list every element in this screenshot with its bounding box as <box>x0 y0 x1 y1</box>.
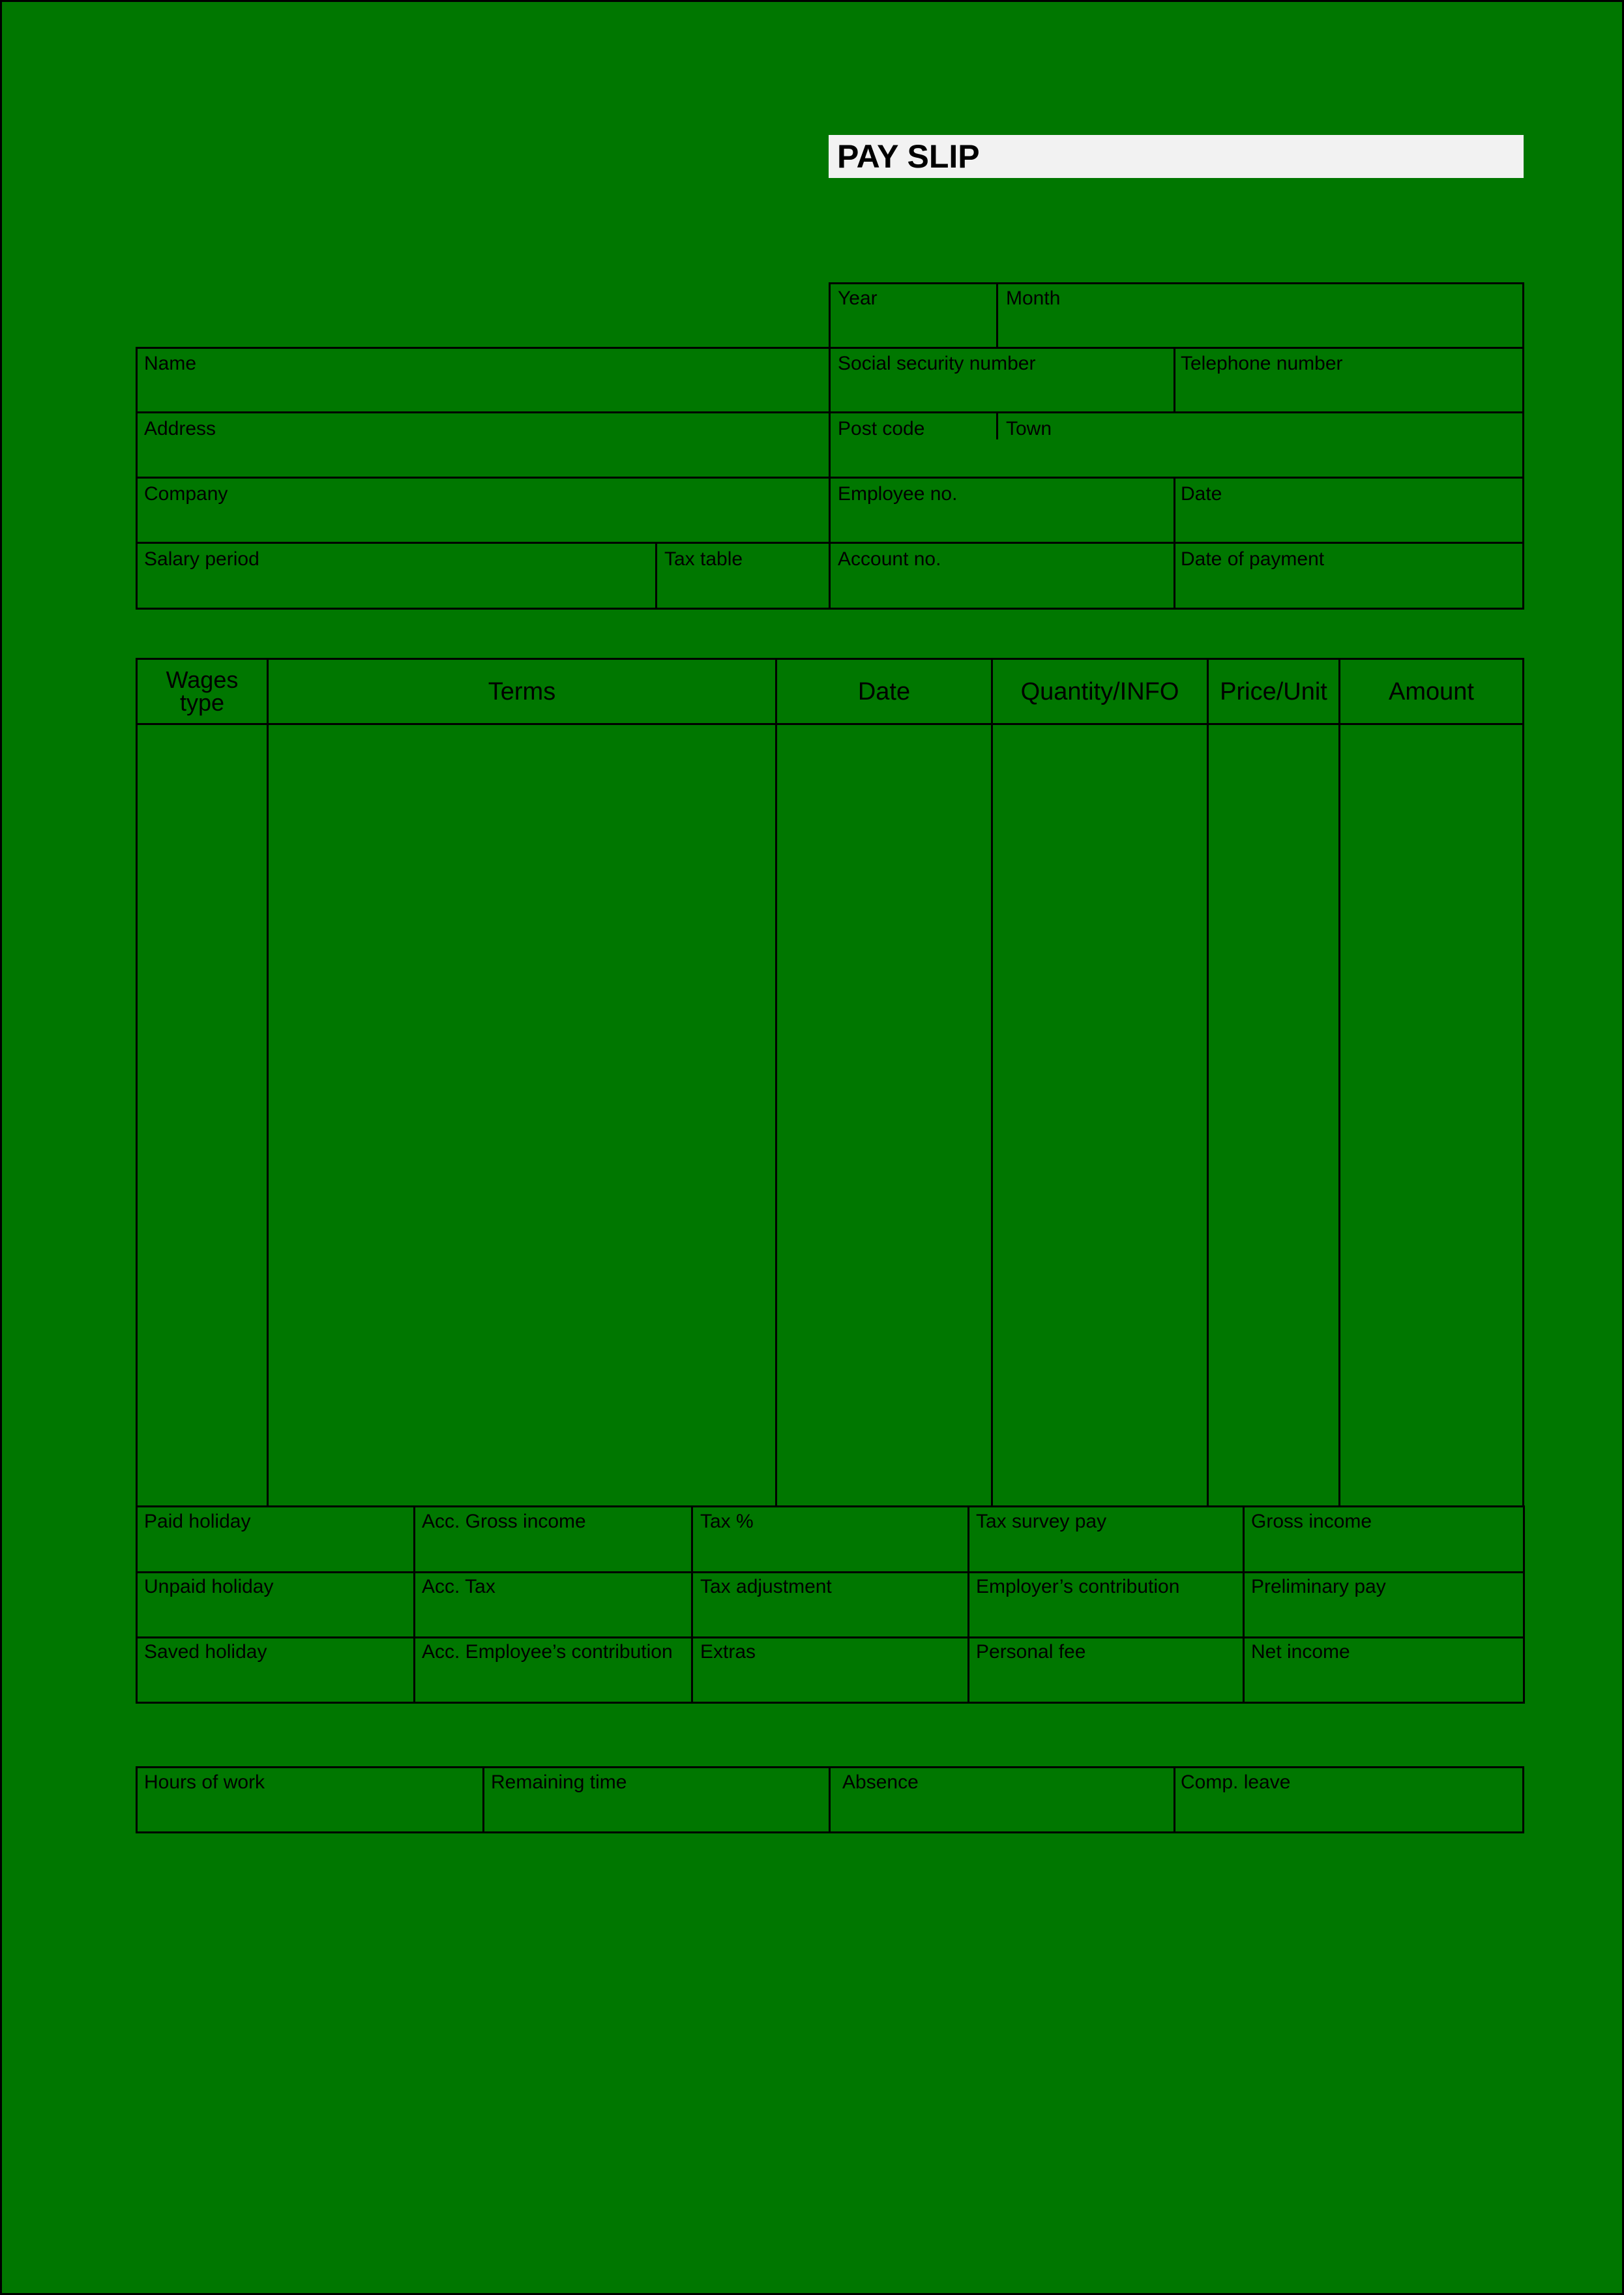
absence-label: Absence <box>842 1771 919 1793</box>
page-title: PAY SLIP <box>837 138 980 175</box>
net-income-label: Net income <box>1251 1641 1350 1663</box>
remaining-time-label: Remaining time <box>491 1771 627 1793</box>
employers-contribution-label: Employer’s contribution <box>976 1576 1180 1597</box>
company-label: Company <box>144 483 228 505</box>
comp-leave-label: Comp. leave <box>1181 1771 1291 1793</box>
hours-of-work-label: Hours of work <box>144 1771 265 1793</box>
acc-employees-contribution-label: Acc. Employee’s contribution <box>422 1641 673 1663</box>
col-header-quantity: Quantity/INFO <box>991 658 1209 725</box>
terms-column[interactable] <box>267 723 777 1507</box>
gross-income-label: Gross income <box>1251 1511 1372 1532</box>
month-label: Month <box>1006 288 1061 309</box>
month-cell[interactable] <box>996 282 1524 349</box>
amount-column[interactable] <box>1338 723 1524 1507</box>
town-label: Town <box>1006 418 1052 439</box>
col-header-wages-type: Wages type <box>136 658 269 725</box>
salary-period-label: Salary period <box>144 548 259 570</box>
preliminary-pay-label: Preliminary pay <box>1251 1576 1386 1597</box>
date-cell[interactable] <box>1174 477 1524 544</box>
quantity-column[interactable] <box>991 723 1209 1507</box>
wages-type-column[interactable] <box>136 723 269 1507</box>
col-header-date: Date <box>775 658 993 725</box>
date-label: Date <box>1181 483 1222 505</box>
tax-percent-label: Tax % <box>700 1511 754 1532</box>
acc-gross-income-label: Acc. Gross income <box>422 1511 586 1532</box>
account-no-label: Account no. <box>838 548 941 570</box>
address-label: Address <box>144 418 216 439</box>
tax-table-label: Tax table <box>664 548 743 570</box>
personal-fee-label: Personal fee <box>976 1641 1086 1663</box>
col-header-price-unit: Price/Unit <box>1207 658 1340 725</box>
price-unit-column[interactable] <box>1207 723 1340 1507</box>
paid-holiday-label: Paid holiday <box>144 1511 251 1532</box>
name-label: Name <box>144 353 197 374</box>
postcode-divider <box>996 413 998 439</box>
tax-adjustment-label: Tax adjustment <box>700 1576 832 1597</box>
company-cell[interactable] <box>136 477 831 544</box>
name-cell[interactable] <box>136 347 831 413</box>
acc-tax-label: Acc. Tax <box>422 1576 495 1597</box>
date-of-payment-label: Date of payment <box>1181 548 1325 570</box>
saved-holiday-label: Saved holiday <box>144 1641 267 1663</box>
col-header-amount: Amount <box>1338 658 1524 725</box>
employee-no-label: Employee no. <box>838 483 958 505</box>
telephone-label: Telephone number <box>1181 353 1343 374</box>
ssn-label: Social security number <box>838 353 1036 374</box>
address-cell[interactable] <box>136 411 831 479</box>
postcode-town-cell[interactable] <box>829 411 1524 479</box>
tax-survey-pay-label: Tax survey pay <box>976 1511 1107 1532</box>
extras-label: Extras <box>700 1641 756 1663</box>
post-code-label: Post code <box>838 418 925 439</box>
year-label: Year <box>838 288 878 309</box>
date-column[interactable] <box>775 723 993 1507</box>
col-header-terms: Terms <box>267 658 777 725</box>
unpaid-holiday-label: Unpaid holiday <box>144 1576 274 1597</box>
